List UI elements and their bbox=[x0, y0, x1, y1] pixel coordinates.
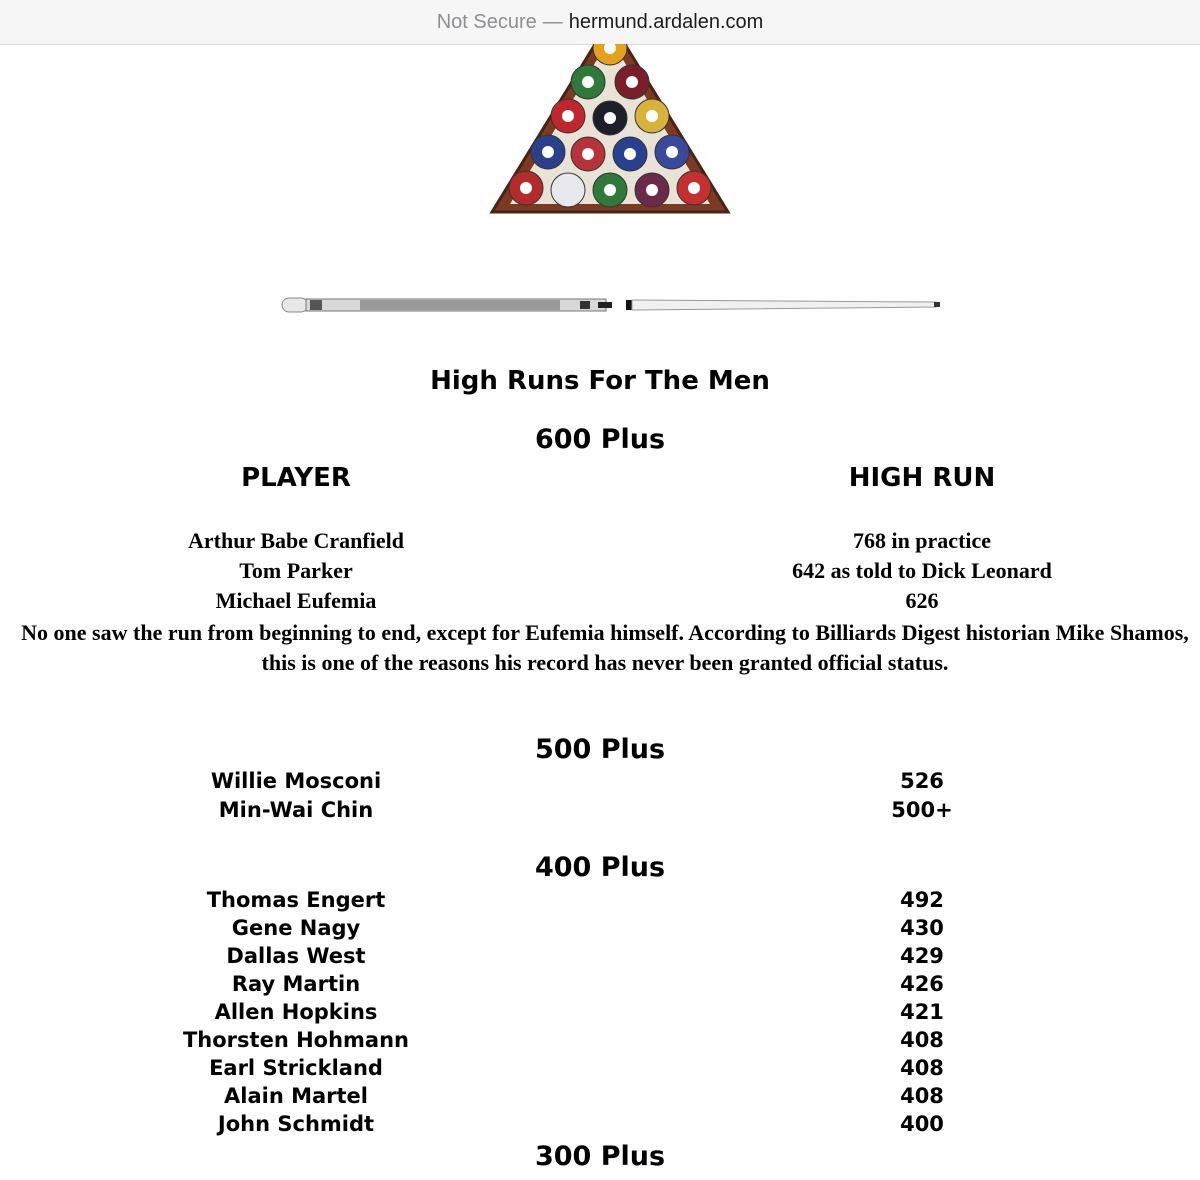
player-name: Thorsten Hohmann bbox=[182, 1028, 409, 1052]
player-name: John Schmidt bbox=[217, 1112, 375, 1136]
address-host: hermund.ardalen.com bbox=[568, 10, 764, 33]
billiard-rack-image bbox=[488, 44, 732, 220]
player-name: Willie Mosconi bbox=[210, 769, 382, 793]
player-name: Tom Parker bbox=[239, 558, 353, 583]
player-name: Michael Eufemia bbox=[215, 588, 377, 613]
high-run-value: 408 bbox=[900, 1056, 944, 1080]
player-name: Min-Wai Chin bbox=[218, 798, 374, 822]
high-run-value: 768 in practice bbox=[852, 528, 992, 553]
player-name: Dallas West bbox=[226, 944, 366, 968]
section-heading-400: 400 Plus bbox=[534, 852, 666, 883]
section-heading-600: 600 Plus bbox=[534, 424, 666, 455]
player-name: Alain Martel bbox=[224, 1084, 368, 1108]
page-title: High Runs For The Men bbox=[430, 366, 770, 396]
high-run-value: 421 bbox=[900, 1000, 944, 1024]
address-separator: — bbox=[542, 10, 563, 33]
high-run-value: 430 bbox=[900, 916, 944, 940]
player-name: Ray Martin bbox=[231, 972, 361, 996]
high-run-value: 400 bbox=[900, 1112, 944, 1136]
security-status: Not Secure bbox=[436, 10, 537, 33]
high-run-value: 429 bbox=[900, 944, 944, 968]
high-run-value: 526 bbox=[900, 769, 944, 793]
high-run-value: 642 as told to Dick Leonard bbox=[792, 558, 1052, 583]
high-run-value: 408 bbox=[900, 1028, 944, 1052]
section-heading-300: 300 Plus bbox=[534, 1141, 666, 1172]
high-run-value: 626 bbox=[905, 588, 939, 613]
player-name: Arthur Babe Cranfield bbox=[188, 528, 404, 553]
player-name: Thomas Engert bbox=[206, 888, 386, 912]
player-name: Allen Hopkins bbox=[214, 1000, 378, 1024]
section-heading-500: 500 Plus bbox=[534, 734, 666, 765]
address-bar[interactable] bbox=[0, 0, 1200, 45]
high-run-value: 408 bbox=[900, 1084, 944, 1108]
column-header-player: PLAYER bbox=[241, 463, 351, 493]
pool-cue-image bbox=[280, 292, 942, 318]
high-run-value: 426 bbox=[900, 972, 944, 996]
high-run-value: 492 bbox=[900, 888, 944, 912]
high-run-value: 500+ bbox=[891, 798, 953, 822]
column-header-high-run: HIGH RUN bbox=[848, 463, 996, 493]
eufemia-note: No one saw the run from beginning to end, except for Eufemia himself. According to Billiards Digest historian Mike Shamos, this is one of the reasons his record has never been granted official status. bbox=[21, 620, 1189, 675]
player-name: Gene Nagy bbox=[231, 916, 361, 940]
player-name: Earl Strickland bbox=[209, 1056, 383, 1080]
